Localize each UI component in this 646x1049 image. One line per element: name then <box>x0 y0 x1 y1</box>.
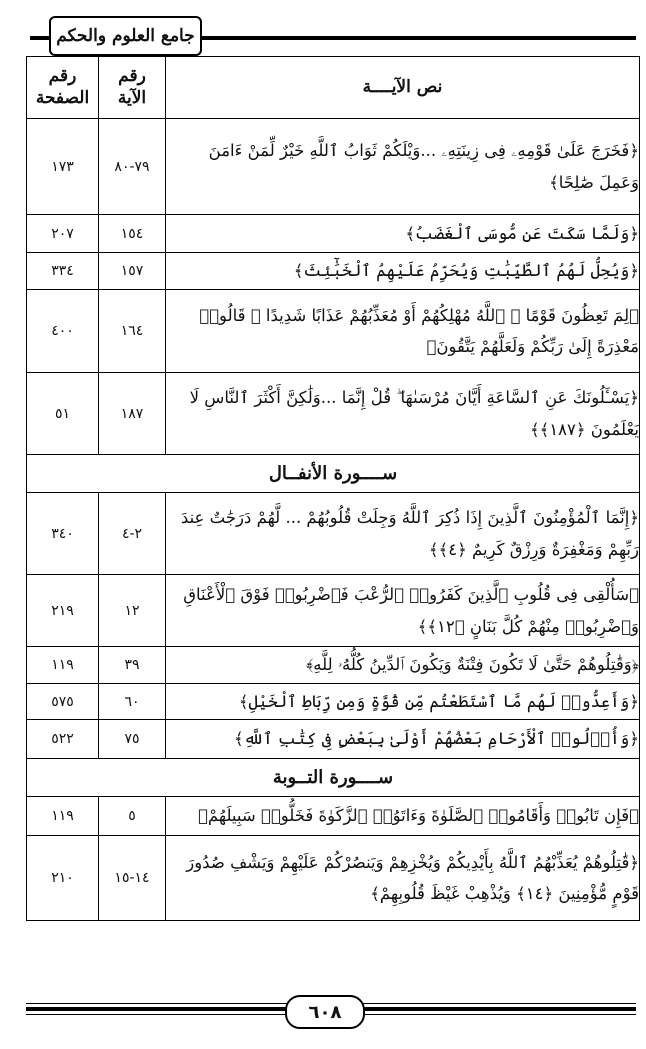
ayah-text: ﴿إِنَّمَا ٱلْمُؤْمِنُونَ ٱلَّذِينَ إِذَا ذُكِرَ ٱللَّهُ وَجِلَتْ قُلُوبُهُمْ ... لَّهُمْ دَرَجَٰتٌ عِندَ رَبِّهِمْ وَمَغْفِرَةٌ وَرِزْقٌ كَرِيمٌ ﴿٤﴾﴾ <box>166 493 640 575</box>
surah-heading-row <box>27 455 640 493</box>
table-row <box>27 253 640 290</box>
header-rule-left <box>30 36 50 40</box>
ayah-number: ١٤-١٥ <box>99 836 166 921</box>
ayah-number: ٥ <box>99 797 166 836</box>
ayah-number: ٦٠ <box>99 684 166 720</box>
ayah-text: ﴿وَلَمَّا سَكَتَ عَن مُّوسَى ٱلْغَضَبُ﴾ <box>166 215 640 253</box>
ayah-number: ١٦٤ <box>99 290 166 373</box>
page-reference: ٤٠٠ <box>27 290 99 373</box>
page-reference: ١٧٣ <box>27 119 99 215</box>
table-row <box>27 373 640 455</box>
column-header-ayah-number: رقم الآية <box>99 57 166 119</box>
table-row <box>27 575 640 647</box>
ayah-number: ٢-٤ <box>99 493 166 575</box>
ayah-number: ١٢ <box>99 575 166 647</box>
page-reference: ٥٧٥ <box>27 684 99 720</box>
verse-index-table <box>26 56 640 921</box>
table-row <box>27 836 640 921</box>
ayah-text: ﴿وَأَعِدُّوا۟ لَهُم مَّا ٱسْتَطَعْتُم مِّن قُوَّةٍ وَمِن رِّبَاطِ ٱلْخَيْلِ﴾ <box>166 684 640 720</box>
ayah-text: ﴿وَقَٰتِلُوهُمْ حَتَّىٰ لَا تَكُونَ فِتْنَةٌ وَيَكُونَ ٱلدِّينُ كُلُّهُۥ لِلَّهِ﴾ <box>166 647 640 684</box>
table-row <box>27 720 640 759</box>
ayah-number: ١٥٤ <box>99 215 166 253</box>
page-number: ٦٠٨ <box>285 995 365 1029</box>
table-row <box>27 684 640 720</box>
table-row <box>27 290 640 373</box>
page-reference: ٥٢٢ <box>27 720 99 759</box>
header-rule-right <box>200 36 636 40</box>
ayah-text: ﴿قَٰتِلُوهُمْ يُعَذِّبْهُمُ ٱللَّهُ بِأَيْدِيكُمْ وَيُخْزِهِمْ وَيَنصُرْكُمْ عَلَيْهِمْ وَيَشْفِ صُدُورَ قَوْمٍ مُّؤْمِنِينَ ﴿١٤﴾ وَيُذْهِبْ غَيْظَ قُلُوبِهِمْ﴾ <box>166 836 640 921</box>
ayah-text: ﴿وَيُحِلُّ لَهُمُ ٱلطَّيِّبَٰتِ وَيُحَرِّمُ عَلَيْهِمُ ٱلْخَبَٰٓئِثَ﴾ <box>166 253 640 290</box>
page-reference: ١١٩ <box>27 647 99 684</box>
table-row <box>27 493 640 575</box>
ayah-number: ٧٩-٨٠ <box>99 119 166 215</box>
surah-title: ســــورة التــوبة <box>27 759 640 797</box>
ayah-number: ١٨٧ <box>99 373 166 455</box>
page-reference: ٣٤٠ <box>27 493 99 575</box>
ayah-text: ﴿فَخَرَجَ عَلَىٰ قَوْمِهِۦ فِى زِينَتِهِۦ ...وَيْلَكُمْ ثَوَابُ ٱللَّهِ خَيْرٌ لِّمَنْ ءَامَنَ وَعَمِلَ صَٰلِحًا﴾ <box>166 119 640 215</box>
table-row <box>27 797 640 836</box>
page-reference: ١١٩ <box>27 797 99 836</box>
column-header-page-number: رقم الصفحة <box>27 57 99 119</box>
ayah-text: ﴿وَأُو۟لُوا۟ ٱلْأَرْحَامِ بَعْضُهُمْ أَوْلَىٰ بِبَعْضٍ فِى كِتَٰبِ ٱللَّهِ﴾ <box>166 720 640 759</box>
table-row <box>27 215 640 253</box>
ayah-number: ٣٩ <box>99 647 166 684</box>
book-title: جامع العلوم والحكم <box>49 16 202 56</box>
table-row <box>27 647 640 684</box>
page-reference: ٢٠٧ <box>27 215 99 253</box>
page-reference: ٢١٠ <box>27 836 99 921</box>
ayah-text: ﴿سَأُلْقِى فِى قُلُوبِ ٱلَّذِينَ كَفَرُوا۟ ٱلرُّعْبَ فَٱضْرِبُوا۟ فَوْقَ ٱلْأَعْنَاقِ وَٱضْرِبُوا۟ مِنْهُمْ كُلَّ بَنَانٍ ﴿١٢﴾﴾ <box>166 575 640 647</box>
column-header-ayah-text: نص الآيــــة <box>166 57 640 119</box>
ayah-text: ﴿يَسْـَٔلُونَكَ عَنِ ٱلسَّاعَةِ أَيَّانَ مُرْسَىٰهَا ۖ قُلْ إِنَّمَا ...وَلَٰكِنَّ أَكْثَرَ ٱلنَّاسِ لَا يَعْلَمُونَ ﴿١٨٧﴾﴾ <box>166 373 640 455</box>
ayah-number: ١٥٧ <box>99 253 166 290</box>
page-reference: ٢١٩ <box>27 575 99 647</box>
page-reference: ٣٣٤ <box>27 253 99 290</box>
surah-heading-row <box>27 759 640 797</box>
ayah-text: ﴿فَإِن تَابُوا۟ وَأَقَامُوا۟ ٱلصَّلَوٰةَ وَءَاتَوُا۟ ٱلزَّكَوٰةَ فَخَلُّوا۟ سَبِيلَهُمْ﴾ <box>166 797 640 836</box>
table-row <box>27 119 640 215</box>
surah-title: ســــورة الأنفــال <box>27 455 640 493</box>
ayah-number: ٧٥ <box>99 720 166 759</box>
ayah-text: ﴿لِمَ تَعِظُونَ قَوْمًا ۙ ٱللَّهُ مُهْلِكُهُمْ أَوْ مُعَذِّبُهُمْ عَذَابًا شَدِيدًا ۖ قَالُوا۟ مَعْذِرَةً إِلَىٰ رَبِّكُمْ وَلَعَلَّهُمْ يَتَّقُونَ﴾ <box>166 290 640 373</box>
page-reference: ٥١ <box>27 373 99 455</box>
